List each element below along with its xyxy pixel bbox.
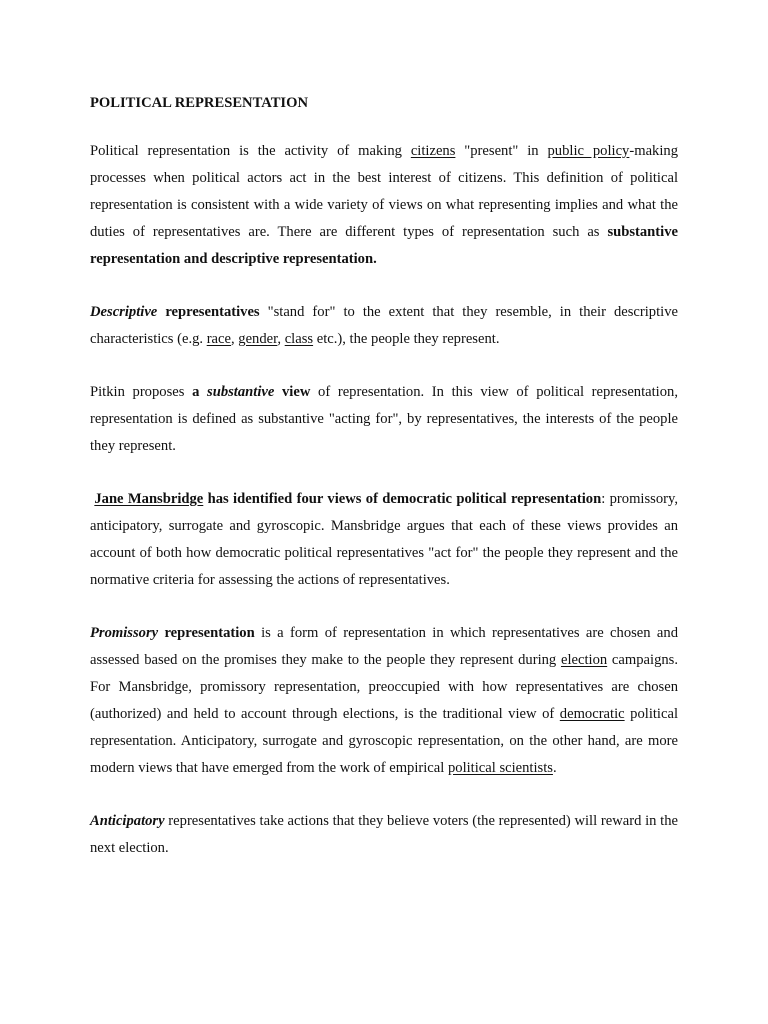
paragraph-substantive: Pitkin proposes a substantive view of representation. In this view of political representation, representation is defined as substantive "acting for", by representatives, the interests of the people they represent. xyxy=(90,384,678,454)
paragraph-descriptive: Descriptive representatives "stand for" to the extent that they resemble, in their descriptive characteristics (e.g. race, gender, class etc.), the people they represent. xyxy=(90,304,678,347)
paragraph-mansbridge: Jane Mansbridge has identified four views of democratic political representation: promissory, anticipatory, surrogate and gyroscopic. Mansbridge argues that each of these views provides an account of both how democratic political representatives "act for" the people they represent and the normative criteria for assessing the actions of representatives. xyxy=(90,491,678,588)
paragraph-promissory: Promissory representation is a form of representation in which representatives are chosen and assessed based on the promises they make to the people they represent during election campaigns. For Mansbridge, promissory representation, preoccupied with how representatives are chosen (authorized) and held to account through elections, is the traditional view of democratic political representation. Anticipatory, surrogate and gyroscopic representation, on the other hand, are more modern views that have emerged from the work of empirical political scientists. xyxy=(90,625,679,776)
paragraph-anticipatory: Anticipatory representatives take actions that they believe voters (the represented) will reward in the next election. xyxy=(90,813,678,856)
link-gender[interactable]: gender xyxy=(238,331,278,347)
link-jane-mansbridge[interactable]: Jane Mansbridge xyxy=(94,491,204,507)
link-election[interactable]: election xyxy=(560,652,608,668)
link-public-policy[interactable]: public policy xyxy=(547,143,630,159)
link-race[interactable]: race xyxy=(206,331,231,347)
link-political-scientists[interactable]: political scientists xyxy=(447,760,553,776)
paragraph-definition: Political representation is the activity of making citizens "present" in public policy-making processes when political actors act in the best interest of citizens. This definition of political representation is consistent with a wide variety of views on what representing implies and what the duties of representatives are. There are different types of representation such as substantive representation and descriptive representation. xyxy=(90,143,678,267)
page-title: POLITICAL REPRESENTATION xyxy=(90,95,309,111)
document-body xyxy=(90,92,678,888)
link-citizens[interactable]: citizens xyxy=(410,143,456,159)
link-democratic[interactable]: democratic xyxy=(559,706,625,722)
link-class[interactable]: class xyxy=(284,331,314,347)
